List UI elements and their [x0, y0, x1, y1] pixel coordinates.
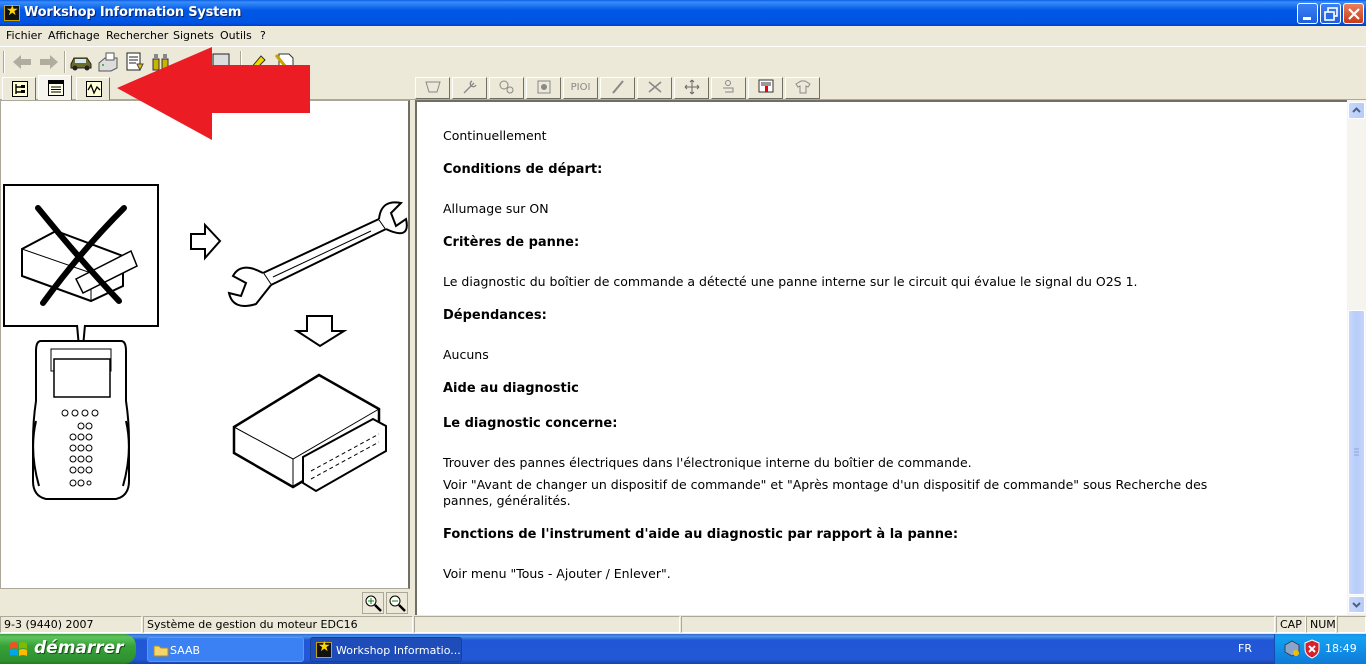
- forward-arrow-icon[interactable]: [38, 51, 60, 73]
- component-tab[interactable]: [526, 77, 561, 99]
- document-tab[interactable]: [38, 75, 72, 100]
- pioi-tab[interactable]: PIOI: [563, 77, 598, 99]
- menu-bar: [0, 26, 1366, 45]
- status-cap: CAP: [1276, 616, 1306, 633]
- vertical-scrollbar[interactable]: [1347, 100, 1366, 615]
- illustration-pane: [0, 100, 410, 589]
- text-line: Voir "Avant de changer un dispositif de commande" et "Après montage d'un dispositif de commande" sous Recherche des: [443, 477, 1208, 492]
- language-indicator[interactable]: FR: [1238, 642, 1252, 655]
- gears-tab-icon: [497, 78, 517, 96]
- signal-graph-tab[interactable]: [76, 77, 110, 100]
- illustration-zoom-bar: [0, 589, 412, 615]
- ecu-tab[interactable]: [415, 77, 450, 99]
- back-arrow-icon[interactable]: [11, 51, 33, 73]
- right-tab-strip: [413, 75, 1366, 100]
- taskbar-item-saab[interactable]: [147, 637, 304, 662]
- arrow-down-icon: [297, 316, 344, 346]
- app-icon: [4, 5, 20, 21]
- wrench-icon: [229, 202, 407, 306]
- scroll-thumb[interactable]: [1348, 310, 1365, 595]
- tools-tab[interactable]: [637, 77, 672, 99]
- status-panel-empty: [1337, 616, 1366, 633]
- text-line: Allumage sur ON: [443, 201, 549, 216]
- close-button[interactable]: [1343, 3, 1364, 24]
- menu-fichier[interactable]: Fichier: [6, 29, 42, 42]
- text-line: Continuellement: [443, 128, 547, 143]
- chevron-down-icon: [1349, 597, 1364, 612]
- status-bar: [0, 615, 1366, 634]
- minimize-icon: [1298, 4, 1319, 25]
- section-heading: Le diagnostic concerne:: [443, 416, 618, 431]
- status-num: NUM: [1306, 616, 1336, 633]
- clock: 18:49: [1325, 642, 1357, 655]
- probe-tab[interactable]: [600, 77, 635, 99]
- tshirt-tab-icon: [793, 78, 813, 96]
- zoom-out-icon: [387, 593, 407, 613]
- start-button[interactable]: [0, 634, 136, 664]
- taskbar-item-label: Workshop Informatio...: [336, 644, 461, 657]
- red-annotation-arrow: [115, 44, 315, 144]
- new-ecu-icon: [234, 375, 386, 491]
- close-icon: [1344, 4, 1365, 25]
- restore-button[interactable]: [1320, 3, 1341, 24]
- connector-tab-icon: [719, 78, 739, 96]
- move-tab-icon: [682, 78, 702, 96]
- scroll-down-button[interactable]: [1348, 596, 1365, 613]
- tools-tab-icon: [645, 78, 665, 96]
- section-heading: Critères de panne:: [443, 235, 580, 250]
- star-glyph: ★: [318, 639, 331, 655]
- text-line: Le diagnostic du boîtier de commande a détecté une panne interne sur le circuit qui évalue le signal du O2S 1.: [443, 274, 1138, 289]
- toolbar-separator: [64, 51, 66, 73]
- taskbar: [0, 634, 1366, 664]
- menu-signets[interactable]: Signets: [173, 29, 214, 42]
- chevron-up-icon: [1349, 103, 1364, 118]
- start-label: démarrer: [34, 638, 124, 658]
- warning-document-tab-icon: [756, 78, 776, 96]
- gears-tab[interactable]: [489, 77, 524, 99]
- status-vehicle: 9-3 (9440) 2007: [0, 616, 142, 633]
- document-icon: [48, 80, 64, 96]
- tree-view-icon: [12, 81, 28, 97]
- signal-graph-icon: [86, 81, 102, 97]
- section-heading: Conditions de départ:: [443, 162, 603, 177]
- text-line: pannes, généralités.: [443, 493, 571, 508]
- text-line: Trouver des pannes électriques dans l'électronique interne du boîtier de commande.: [443, 455, 972, 470]
- warning-document-tab[interactable]: [748, 77, 783, 99]
- component-tab-icon: [534, 78, 554, 96]
- text-line: Aucuns: [443, 347, 489, 362]
- wrench-tab[interactable]: [452, 77, 487, 99]
- probe-tab-icon: [608, 78, 628, 96]
- replace-ecu-illustration: [1, 101, 409, 588]
- network-tray-icon[interactable]: [1283, 640, 1301, 658]
- taskbar-item-label: SAAB: [170, 644, 201, 657]
- menu-help[interactable]: ?: [260, 29, 266, 42]
- title-bar[interactable]: [0, 0, 1366, 26]
- zoom-out-button[interactable]: [386, 592, 408, 614]
- tree-view-tab[interactable]: [2, 77, 36, 100]
- restore-icon: [1321, 4, 1342, 25]
- section-heading: Aide au diagnostic: [443, 381, 579, 396]
- status-system: Système de gestion du moteur EDC16: [143, 616, 413, 633]
- ecu-tab-icon: [423, 78, 443, 96]
- tshirt-tab[interactable]: [785, 77, 820, 99]
- folder-icon: [153, 643, 169, 657]
- system-tray: [1274, 634, 1366, 664]
- menu-affichage[interactable]: Affichage: [48, 29, 100, 42]
- taskbar-item-workshop[interactable]: [310, 637, 462, 662]
- connector-tab[interactable]: [711, 77, 746, 99]
- security-shield-icon[interactable]: [1303, 639, 1321, 659]
- window-title: Workshop Information System: [24, 5, 242, 20]
- zoom-in-button[interactable]: [362, 592, 384, 614]
- status-panel-empty: [681, 616, 1275, 633]
- zoom-in-icon: [363, 593, 383, 613]
- status-panel-empty: [414, 616, 680, 633]
- menu-rechercher[interactable]: Rechercher: [106, 29, 169, 42]
- grip-icon: [1349, 311, 1364, 594]
- diagnostic-scan-tool-icon: [33, 341, 129, 499]
- toolbar-grip: [3, 51, 5, 73]
- move-tab[interactable]: [674, 77, 709, 99]
- arrow-right-icon: [191, 225, 220, 258]
- menu-outils[interactable]: Outils: [220, 29, 252, 42]
- car-icon[interactable]: [70, 51, 92, 73]
- document-content: [415, 100, 1366, 615]
- text-line: Voir menu "Tous - Ajouter / Enlever".: [443, 566, 671, 581]
- section-heading: Dépendances:: [443, 308, 547, 323]
- minimize-button[interactable]: [1297, 3, 1318, 24]
- windows-logo-icon: [9, 640, 29, 658]
- scroll-up-button[interactable]: [1348, 102, 1365, 119]
- section-heading: Fonctions de l'instrument d'aide au diagnostic par rapport à la panne:: [443, 527, 959, 542]
- wrench-tab-icon: [460, 78, 480, 96]
